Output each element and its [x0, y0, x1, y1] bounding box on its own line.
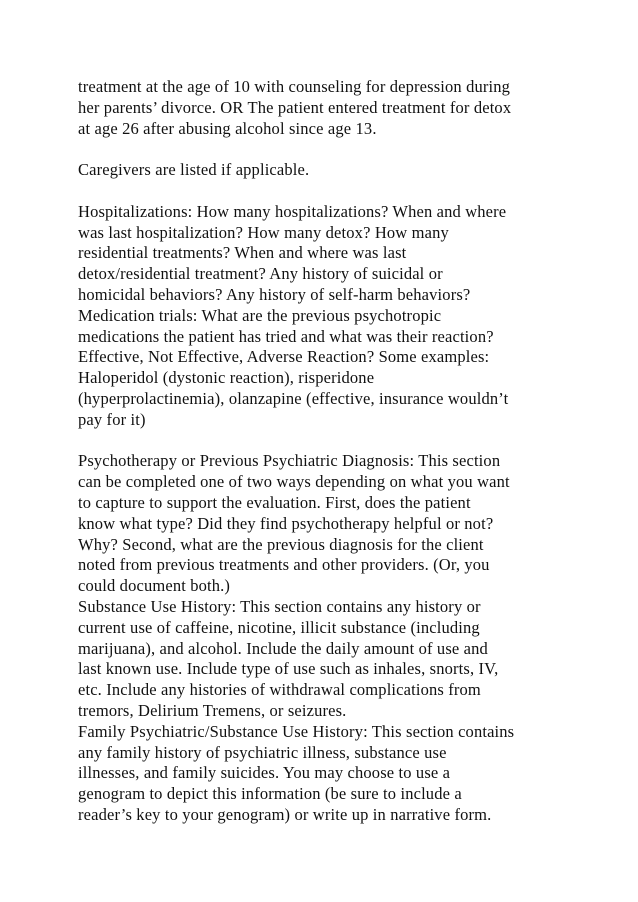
text-line: Psychotherapy or Previous Psychiatric Diagnosis: This section: [78, 451, 501, 471]
text-line: residential treatments? When and where was last: [78, 243, 407, 263]
intro-paragraph: [78, 77, 578, 139]
text-line: Substance Use History: This section contains any history or: [78, 596, 481, 616]
text-line: Medication trials: What are the previous psychotropic: [78, 305, 442, 325]
caregivers-paragraph: [78, 160, 578, 181]
text-line: Hospitalizations: How many hospitalizations? When and where: [78, 201, 507, 221]
text-line: (hyperprolactinemia), olanzapine (effective, insurance wouldn’t: [78, 388, 509, 408]
psychotherapy-paragraph: [78, 451, 578, 825]
text-line: to capture to support the evaluation. First, does the patient: [78, 492, 471, 512]
text-line: Family Psychiatric/Substance Use History: This section contains: [78, 721, 515, 741]
text-line: could document both.): [78, 576, 231, 596]
text-line: etc. Include any histories of withdrawal complications from: [78, 680, 481, 700]
text-line: homicidal behaviors? Any history of self-harm behaviors?: [78, 284, 471, 304]
text-line: can be completed one of two ways depending on what you want: [78, 472, 510, 492]
text-line: Effective, Not Effective, Adverse Reaction? Some examples:: [78, 347, 490, 367]
text-line: reader’s key to your genogram) or write up in narrative form.: [78, 804, 492, 824]
text-line: last known use. Include type of use such as inhales, snorts, IV,: [78, 659, 499, 679]
text-line: any family history of psychiatric illness, substance use: [78, 742, 447, 762]
text-line: current use of caffeine, nicotine, illicit substance (including: [78, 617, 480, 637]
text-line: pay for it): [78, 409, 146, 429]
text-line: illnesses, and family suicides. You may choose to use a: [78, 763, 451, 783]
text-line: was last hospitalization? How many detox? How many: [78, 222, 449, 242]
text-line: tremors, Delirium Tremens, or seizures.: [78, 700, 347, 720]
text-line: know what type? Did they find psychotherapy helpful or not?: [78, 513, 494, 533]
hospitalizations-paragraph: [78, 202, 578, 431]
text-line: her parents’ divorce. OR The patient entered treatment for detox: [78, 97, 512, 117]
text-line: treatment at the age of 10 with counseling for depression during: [78, 77, 511, 96]
text-line: Haloperidol (dystonic reaction), risperidone: [78, 368, 375, 388]
text-line: Why? Second, what are the previous diagnosis for the client: [78, 534, 484, 554]
paragraph-spacer: [78, 139, 578, 160]
text-line: detox/residential treatment? Any history of suicidal or: [78, 264, 443, 284]
text-line: at age 26 after abusing alcohol since age 13.: [78, 118, 377, 138]
text-line: marijuana), and alcohol. Include the daily amount of use and: [78, 638, 488, 658]
text-line: genogram to depict this information (be sure to include a: [78, 784, 462, 804]
document-page: [78, 77, 578, 826]
paragraph-spacer: [78, 431, 578, 452]
text-line: Caregivers are listed if applicable.: [78, 160, 310, 180]
paragraph-spacer: [78, 181, 578, 202]
text-line: noted from previous treatments and other providers. (Or, you: [78, 555, 490, 575]
text-line: medications the patient has tried and what was their reaction?: [78, 326, 494, 346]
